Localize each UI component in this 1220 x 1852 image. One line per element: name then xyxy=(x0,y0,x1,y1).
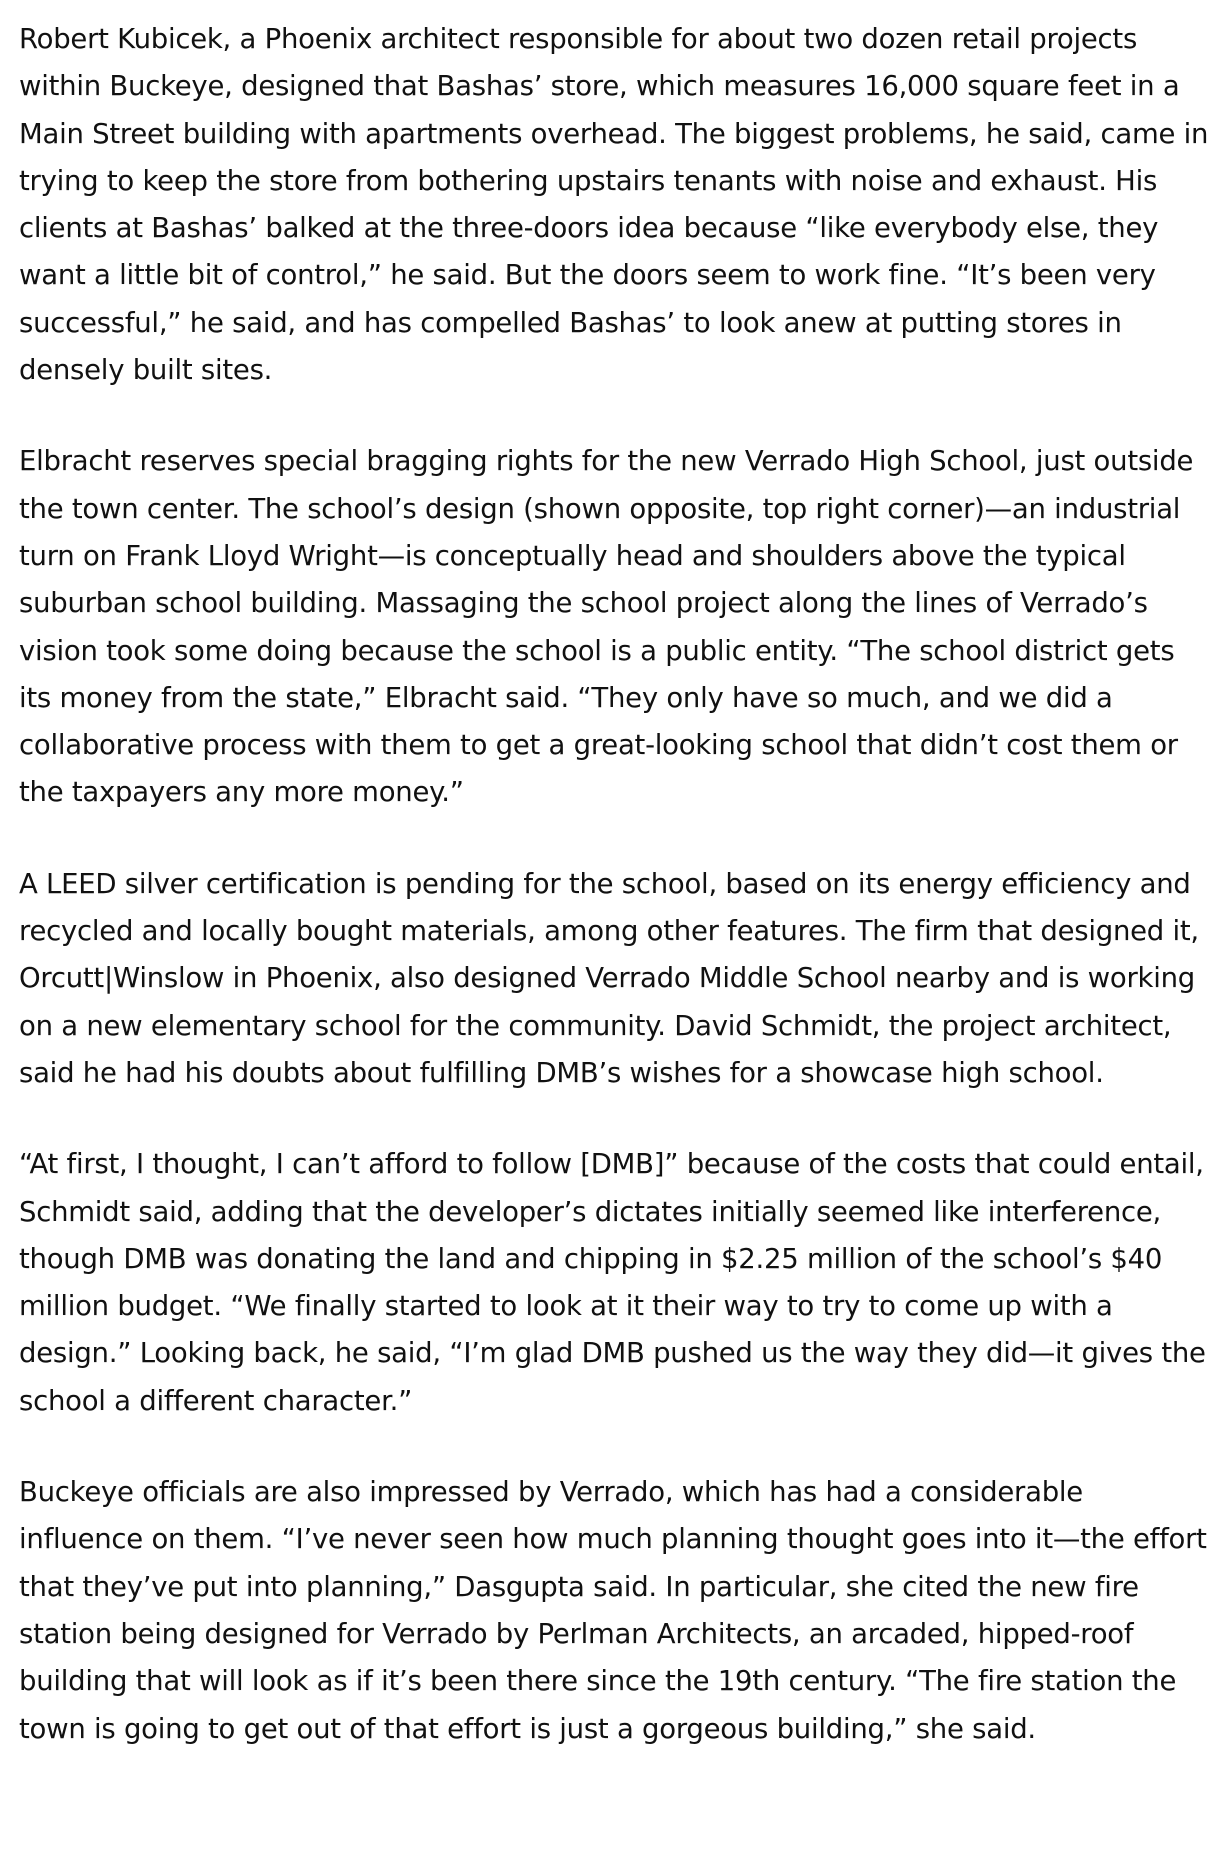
paragraph-leed: A LEED silver certification is pending for the school, based on its energy efficiency and recycled and locally bought materials, among other features. The firm that designed it, Orcutt|Winslow in Phoenix, also designed Verrado Middle School nearby and is working on a new elementary school for the community. David Schmidt, the project architect, said he had his doubts about fulfilling DMB’s wishes for a showcase high school. xyxy=(19,867,1199,1089)
article-body xyxy=(19,16,1214,1753)
paragraph-elbracht: Elbracht reserves special bragging rights for the new Verrado High School, just outside the town center. The school’s design (shown opposite, top right corner)—an industrial turn on Frank Lloyd Wright—is conceptually head and shoulders above the typical suburban school building. Massaging the school project along the lines of Verrado’s vision took some doing because the school is a public entity. “The school district gets its money from the state,” Elbracht said. “They only have so much, and we did a collaborative process with them to get a great-looking school that didn’t cost them or the taxpayers any more money.” xyxy=(19,445,1194,809)
paragraph-schmidt: “At first, I thought, I can’t afford to follow [DMB]” because of the costs that could entail, Schmidt said, adding that the developer’s dictates initially seemed like interference, though DMB was donating the land and chipping in $2.25 million of the school’s $40 million budget. “We finally started to look at it their way to try to come up with a design.” Looking back, he said, “I’m glad DMB pushed us the way they did—it gives the school a different character.” xyxy=(19,1148,1206,1417)
paragraph-buckeye: Buckeye officials are also impressed by Verrado, which has had a considerable influence on them. “I’ve never seen how much planning thought goes into it—the effort that they’ve put into planning,” Dasgupta said. In particular, she cited the new fire station being designed for Verrado by Perlman Architects, an arcaded, hipped-roof building that will look as if it’s been there since the 19th century. “The fire station the town is going to get out of that effort is just a gorgeous building,” she said. xyxy=(19,1476,1207,1745)
paragraph-kubicek: Robert Kubicek, a Phoenix architect responsible for about two dozen retail projects within Buckeye, designed that Bashas’ store, which measures 16,000 square feet in a Main Street building with apartments overhead. The biggest problems, he said, came in trying to keep the store from bothering upstairs tenants with noise and exhaust. His clients at Bashas’ balked at the three-doors idea because “like everybody else, they want a little bit of control,” he said. But the doors seem to work fine. “It’s been very successful,” he said, and has compelled Bashas’ to look anew at putting stores in densely built sites. xyxy=(19,23,1209,387)
